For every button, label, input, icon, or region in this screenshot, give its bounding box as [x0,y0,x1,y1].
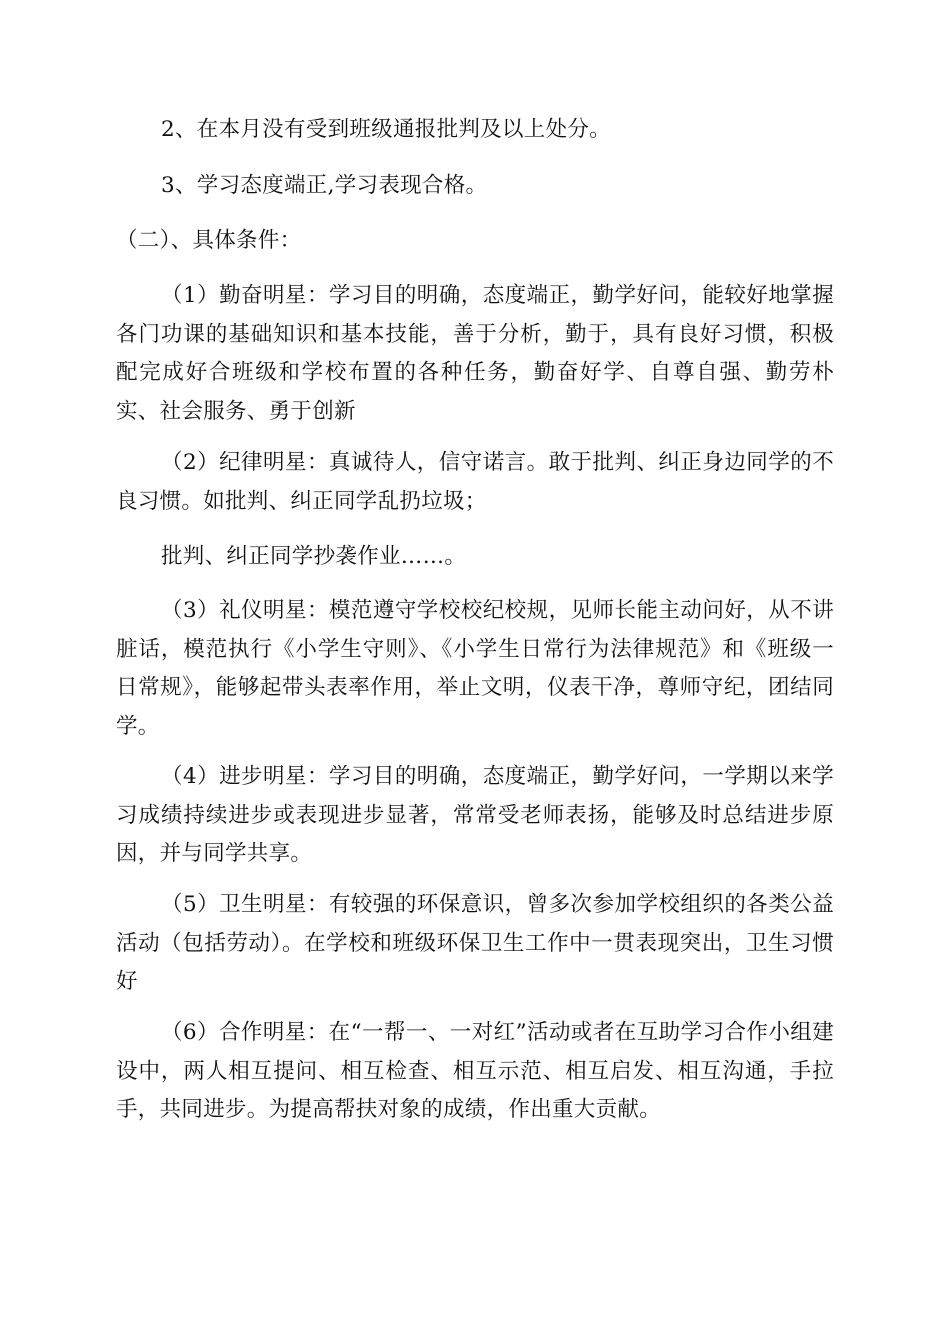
condition-item-3: 3、学习态度端正,学习表现合格。 [161,173,488,198]
star-discipline-paragraph: （2）纪律明星：真诚待人，信守诺言。敢于批判、纠正身边同学的不良习惯。如批判、纠正同学乱扔垃圾； [116,450,834,514]
star-discipline-continuation: 批判、纠正同学抄袭作业……。 [161,544,467,569]
star-progress-paragraph: （4）进步明星：学习目的明确，态度端正，勤学好问，一学期以来学习成绩持续进步或表现进步显著，常常受老师表扬，能够及时总结进步原因，并与同学共享。 [116,764,834,866]
condition-item-2: 2、在本月没有受到班级通报批判及以上处分。 [161,117,611,142]
section-heading-specific-conditions: （二）、具体条件： [116,228,302,253]
star-hygiene-paragraph: （5）卫生明星：有较强的环保意识，曾多次参加学校组织的各类公益活动（包括劳动）。在学校和班级环保卫生工作中一贯表现突出，卫生习惯好 [116,892,834,994]
star-cooperation-paragraph: （6）合作明星：在“一帮一、一对红”活动或者在互助学习合作小组建设中，两人相互提问、相互检查、相互示范、相互启发、相互沟通，手拉手，共同进步。为提高帮扶对象的成绩，作出重大贡献。 [116,1020,834,1122]
star-etiquette-paragraph: （3）礼仪明星：模范遵守学校校纪校规，见师长能主动问好，从不讲脏话，模范执行《小学生守则》、《小学生日常行为法律规范》和《班级一日常规》，能够起带头表率作用，举止文明，仪表干净，尊师守纪，团结同学。 [116,598,834,739]
star-diligence-paragraph: （1）勤奋明星：学习目的明确，态度端正，勤学好问，能较好地掌握各门功课的基础知识和基本技能，善于分析，勤于，具有良好习惯，积极配完成好合班级和学校布置的各种任务，勤奋好学、自尊自强、勤劳朴实、社会服务、勇于创新 [116,283,834,424]
